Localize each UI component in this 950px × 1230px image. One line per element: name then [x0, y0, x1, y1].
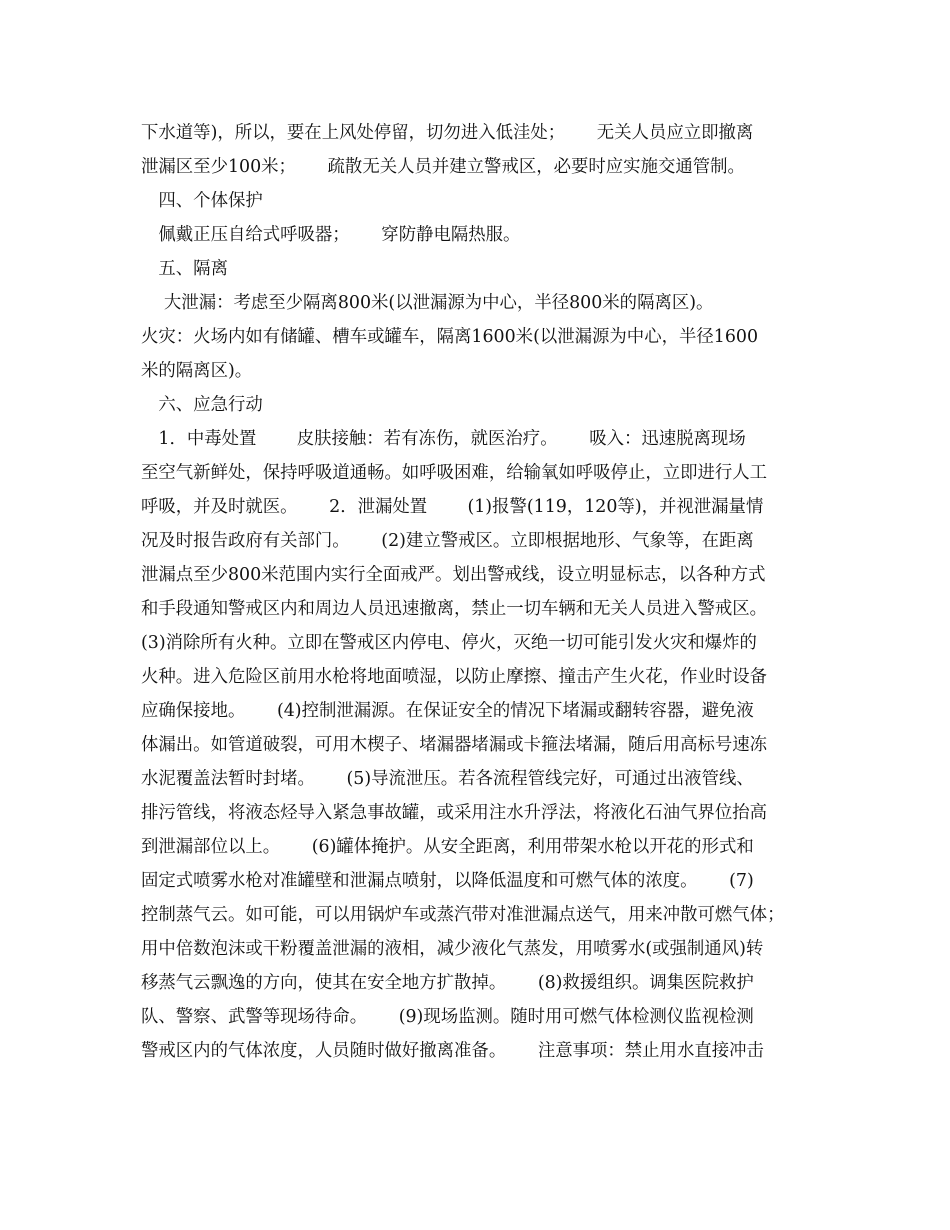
- text-line-28: 警戒区内的气体浓度，人员随时做好撤离准备。 注意事项：禁止用水直接冲击: [141, 1041, 764, 1061]
- text-line-17: 火种。进入危险区前用水枪将地面喷湿，以防止摩擦、撞击产生火花，作业时设备: [141, 667, 768, 687]
- text-line-20: 水泥覆盖法暂时封堵。 (5)导流泄压。若各流程管线完好，可通过出液管线、: [141, 769, 754, 789]
- text-line-13: 况及时报告政府有关部门。 (2)建立警戒区。立即根据地形、气象等，在距离: [141, 531, 754, 551]
- text-line-10: 1．中毒处置 皮肤接触：若有冻伤，就医治疗。 吸入：迅速脱离现场: [141, 429, 746, 449]
- text-line-18: 应确保接地。 (4)控制泄漏源。在保证安全的情况下堵漏或翻转容器，避免液: [141, 701, 754, 721]
- text-line-22: 到泄漏部位以上。 (6)罐体掩护。从安全距离，利用带架水枪以开花的形式和: [141, 837, 754, 857]
- text-line-14: 泄漏点至少800米范围内实行全面戒严。划出警戒线，设立明显标志，以各种方式: [141, 565, 766, 585]
- section-heading-personal-protection: 四、个体保护: [141, 191, 263, 211]
- text-line-7: 火灾：火场内如有储罐、槽车或罐车，隔离1600米(以泄漏源为中心，半径1600: [141, 327, 759, 347]
- text-line-4: 佩戴正压自给式呼吸器； 穿防静电隔热服。: [141, 225, 521, 245]
- text-line-1: 下水道等)，所以，要在上风处停留，切勿进入低洼处； 无关人员应立即撤离: [141, 123, 754, 143]
- section-heading-emergency-action: 六、应急行动: [141, 395, 263, 415]
- section-heading-isolation: 五、隔离: [141, 259, 228, 279]
- text-line-2: 泄漏区至少100米； 疏散无关人员并建立警戒区，必要时应实施交通管制。: [141, 157, 745, 177]
- text-line-25: 用中倍数泡沫或干粉覆盖泄漏的液相，减少液化气蒸发，用喷雾水(或强制通风)转: [141, 939, 764, 959]
- text-line-23: 固定式喷雾水枪对准罐壁和泄漏点喷射，以降低温度和可燃气体的浓度。 (7): [141, 871, 754, 891]
- text-line-16: (3)消除所有火种。立即在警戒区内停电、停火，灭绝一切可能引发火灾和爆炸的: [141, 633, 757, 653]
- text-line-21: 排污管线，将液态烃导入紧急事故罐，或采用注水升浮法，将液化石油气界位抬高: [141, 803, 768, 823]
- text-line-27: 队、警察、武警等现场待命。 (9)现场监测。随时用可燃气体检测仪监视检测: [141, 1007, 754, 1027]
- text-line-11: 至空气新鲜处，保持呼吸道通畅。如呼吸困难，给输氧如呼吸停止，立即进行人工: [141, 463, 768, 483]
- text-line-15: 和手段通知警戒区内和周边人员迅速撤离，禁止一切车辆和无关人员进入警戒区。: [141, 599, 768, 619]
- text-line-6: 大泄漏：考虑至少隔离800米(以泄漏源为中心，半径800米的隔离区)。: [141, 293, 714, 313]
- text-line-12: 呼吸，并及时就医。 2．泄漏处置 (1)报警(119，120等)，并视泄漏量情: [141, 497, 764, 517]
- text-line-8: 米的隔离区)。: [141, 361, 253, 381]
- text-line-26: 移蒸气云飘逸的方向，使其在安全地方扩散掉。 (8)救援组织。调集医院救护: [141, 973, 754, 993]
- text-line-24: 控制蒸气云。如可能，可以用锅炉车或蒸汽带对准泄漏点送气，用来冲散可燃气体；: [141, 905, 785, 925]
- text-line-19: 体漏出。如管道破裂，可用木楔子、堵漏器堵漏或卡箍法堵漏，随后用高标号速冻: [141, 735, 768, 755]
